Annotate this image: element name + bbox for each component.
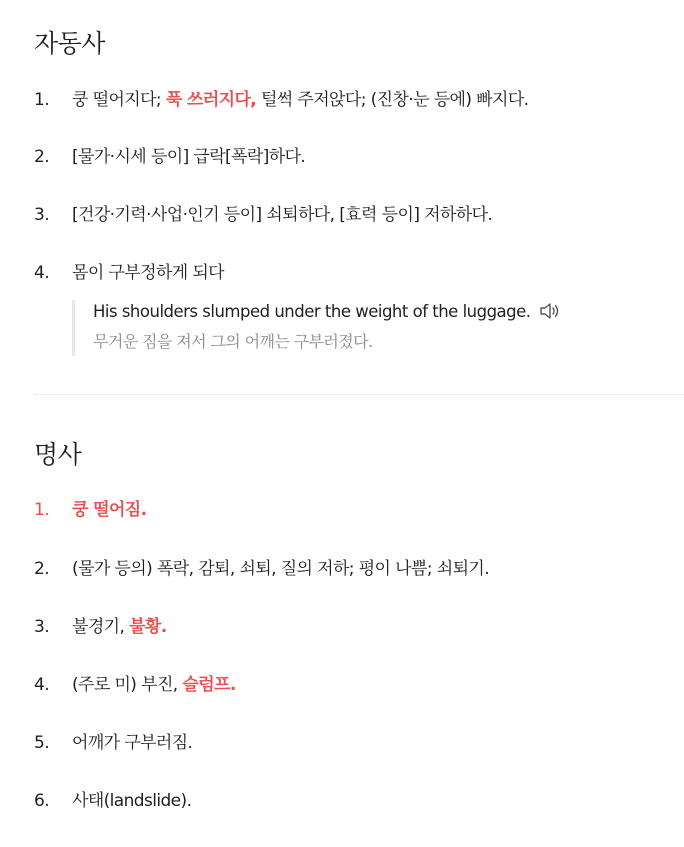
definition-item [34,498,684,522]
definition-item [34,145,684,169]
definition-highlight: 푹 쓰러지다, [165,90,257,110]
definition-text: 불경기, [72,617,130,637]
definition-highlight: 쿵 떨어짐. [72,500,147,520]
definition-item [34,789,684,813]
definition-highlight: 슬럼프. [182,675,236,695]
section-divider [34,394,684,395]
definition-text: [물가·시세 등이] 급락[폭락]하다. [72,147,306,167]
section-title-noun: 명사 [34,440,82,469]
definition-text: 사태(landslide). [72,791,192,811]
definition-number: 3. [34,205,50,225]
definition-number: 2. [34,559,50,579]
definition-text: 털썩 주저앉다; (진창·눈 등에) 빠지다. [256,90,529,110]
definition-item [34,88,684,112]
definition-number: 1. [34,500,50,520]
example-sentence-en [93,302,561,324]
definition-number: 2. [34,147,50,167]
definition-text: 쿵 떨어지다; [72,90,166,110]
definition-number: 5. [34,733,50,753]
definition-highlight: 불황. [129,617,167,637]
definition-item [34,557,684,581]
definition-number: 6. [34,791,50,811]
example-sentence-ko: 무거운 짐을 져서 그의 어깨는 구부러졌다. [93,332,373,351]
definition-number: 4. [34,263,50,283]
definition-item [34,673,684,697]
definition-text: 어깨가 구부러짐. [72,733,193,753]
definition-number: 3. [34,617,50,637]
speaker-icon[interactable] [539,302,561,324]
example-en-text: His shoulders slumped under the weight of the luggage. [93,302,531,321]
section-title-verb: 자동사 [34,29,105,58]
definition-text: (주로 미) 부진, [72,675,183,695]
definition-item [34,203,684,227]
definition-item [34,615,684,639]
definition-text: 몸이 구부정하게 되다 [72,263,225,283]
definition-number: 4. [34,675,50,695]
definition-number: 1. [34,90,50,110]
definition-text: (물가 등의) 폭락, 감퇴, 쇠퇴, 질의 저하; 평이 나쁨; 쇠퇴기. [72,559,490,579]
example-block [72,300,635,356]
definition-text: [건강·기력·사업·인기 등이] 쇠퇴하다, [효력 등이] 저하하다. [72,205,493,225]
definition-item [34,261,684,285]
definition-item [34,731,684,755]
